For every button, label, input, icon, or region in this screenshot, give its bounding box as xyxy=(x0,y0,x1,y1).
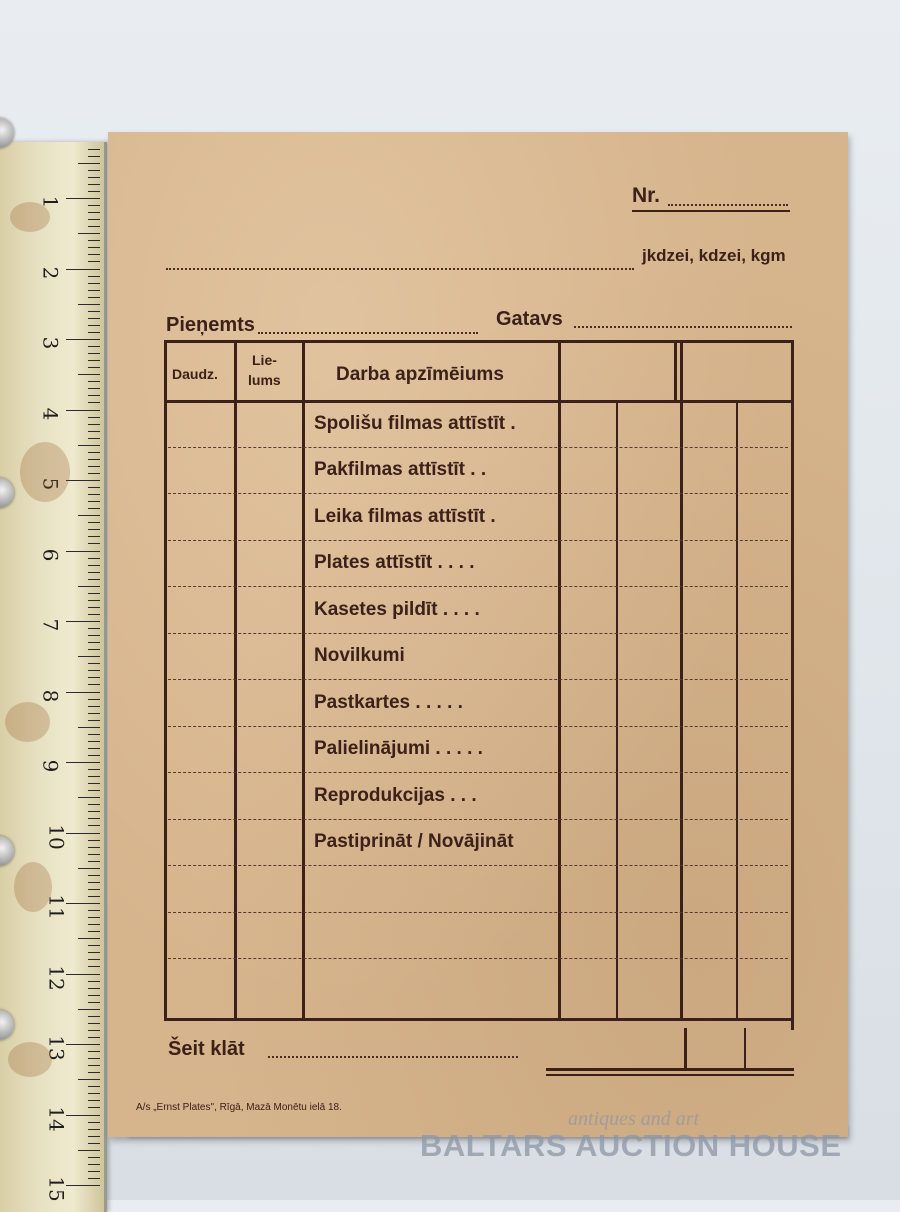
ruler-tick xyxy=(78,586,100,587)
ruler-tick xyxy=(78,656,100,657)
ruler-tick xyxy=(66,833,100,834)
ruler-tick xyxy=(88,600,100,601)
ruler-tick xyxy=(66,480,100,481)
ruler-tick xyxy=(88,261,100,262)
ruler-tick xyxy=(88,1072,100,1073)
ruler-tick xyxy=(88,635,100,636)
ruler-tick xyxy=(88,487,100,488)
ruler-tick xyxy=(88,825,100,826)
binder-ring xyxy=(0,118,14,148)
ruler-tick xyxy=(88,861,100,862)
ruler-tick xyxy=(88,325,100,326)
bottom-double-line-2 xyxy=(546,1074,794,1076)
ruler-tick xyxy=(88,276,100,277)
received-label: Pieņemts xyxy=(166,314,255,336)
ruler-tick xyxy=(88,1171,100,1172)
ruler-tick xyxy=(88,212,100,213)
ruler-tick xyxy=(88,959,100,960)
rust-stain xyxy=(5,702,50,742)
ruler-tick xyxy=(88,1086,100,1087)
ruler-tick xyxy=(78,374,100,375)
ruler-tick xyxy=(88,642,100,643)
ruler-tick xyxy=(88,205,100,206)
work-item: Palielinājumi . . . . . xyxy=(314,738,483,759)
work-item: Plates attīstīt . . . . xyxy=(314,552,475,573)
row-divider xyxy=(168,540,788,541)
ruler-tick xyxy=(88,649,100,650)
ruler-tick xyxy=(78,515,100,516)
ruler-tick xyxy=(66,762,100,763)
nr-line xyxy=(668,204,788,206)
units-line xyxy=(166,268,634,270)
ruler-tick xyxy=(66,1115,100,1116)
bottom-double-line-1 xyxy=(546,1068,794,1071)
ruler-tick xyxy=(88,579,100,580)
ruler-tick xyxy=(88,1178,100,1179)
ruler-tick xyxy=(66,551,100,552)
ruler-tick xyxy=(88,790,100,791)
binder-ring xyxy=(0,836,14,866)
row-divider xyxy=(168,633,788,634)
ruler-number: 15 xyxy=(44,1176,69,1202)
ruler-tick xyxy=(88,149,100,150)
ruler-tick xyxy=(88,783,100,784)
ruler-tick xyxy=(88,1107,100,1108)
row-divider xyxy=(168,493,788,494)
ruler-tick xyxy=(88,677,100,678)
ruler-tick xyxy=(88,1030,100,1031)
ruler-tick xyxy=(88,473,100,474)
ruler-tick xyxy=(88,565,100,566)
ruler-tick xyxy=(78,727,100,728)
ruler-tick xyxy=(88,684,100,685)
row-divider xyxy=(168,819,788,820)
ruler-tick xyxy=(88,614,100,615)
rust-stain xyxy=(20,442,70,502)
ruler-tick xyxy=(88,360,100,361)
ruler-tick xyxy=(88,219,100,220)
ruler-tick xyxy=(88,431,100,432)
ruler-tick xyxy=(66,692,100,693)
ruler-tick xyxy=(78,868,100,869)
ruler-tick xyxy=(88,952,100,953)
ruler-tick xyxy=(88,1157,100,1158)
row-divider xyxy=(168,912,788,913)
header-qty: Daudz. xyxy=(172,366,218,382)
ruler-tick xyxy=(88,1002,100,1003)
ruler-tick xyxy=(78,233,100,234)
ruler-tick xyxy=(88,572,100,573)
ruler-tick xyxy=(88,670,100,671)
ruler-tick xyxy=(88,713,100,714)
ruler-tick xyxy=(88,847,100,848)
binder-ring xyxy=(0,478,14,508)
ruler-tick xyxy=(88,459,100,460)
row-divider xyxy=(168,958,788,959)
binder-ring xyxy=(0,1010,14,1040)
ruler-tick xyxy=(78,1009,100,1010)
ruler-tick xyxy=(88,734,100,735)
ruler-tick xyxy=(88,311,100,312)
ruler-tick xyxy=(66,1185,100,1186)
ruler-tick xyxy=(88,769,100,770)
ruler-number: 13 xyxy=(44,1035,69,1061)
ruler-tick xyxy=(88,332,100,333)
ruler-tick xyxy=(88,776,100,777)
ruler-tick xyxy=(66,1044,100,1045)
ruler-tick xyxy=(88,297,100,298)
ruler-tick xyxy=(88,522,100,523)
work-item: Spolišu filmas attīstīt . xyxy=(314,412,516,434)
ruler-tick xyxy=(88,1037,100,1038)
ruler-tick xyxy=(88,240,100,241)
ruler-tick xyxy=(88,184,100,185)
work-item: Novilkumi xyxy=(314,645,405,666)
ruler-tick xyxy=(88,910,100,911)
ruler-tick xyxy=(78,445,100,446)
ruler-tick xyxy=(88,804,100,805)
ruler-tick xyxy=(88,1143,100,1144)
ruler-tick xyxy=(78,1150,100,1151)
ruler-tick xyxy=(66,903,100,904)
ruler-tick xyxy=(88,247,100,248)
ruler-tick xyxy=(78,938,100,939)
units-label: jkdzei, kdzei, kgm xyxy=(642,246,786,265)
ruler-number: 12 xyxy=(44,964,69,991)
ruler-tick xyxy=(88,1058,100,1059)
header-size-1: Lie- xyxy=(252,352,277,368)
ruler-tick xyxy=(88,748,100,749)
row-divider xyxy=(168,679,788,680)
ruler-tick xyxy=(88,663,100,664)
bottom-box-mid xyxy=(744,1028,746,1068)
ruler-tick xyxy=(66,974,100,975)
ruler-tick xyxy=(88,988,100,989)
ruler-tick xyxy=(78,797,100,798)
ruler-tick xyxy=(88,875,100,876)
ruler-tick xyxy=(66,198,100,199)
ruler-tick xyxy=(66,269,100,270)
row-divider xyxy=(168,447,788,448)
ruler-tick xyxy=(88,1051,100,1052)
ruler-tick xyxy=(88,966,100,967)
row-divider xyxy=(168,865,788,866)
ruler-tick xyxy=(88,254,100,255)
ruler-tick xyxy=(88,367,100,368)
ruler-tick xyxy=(88,924,100,925)
ruler-tick xyxy=(88,1122,100,1123)
work-item: Pastkartes . . . . . xyxy=(314,691,463,713)
ruler-tick xyxy=(88,706,100,707)
ruler-tick xyxy=(88,1065,100,1066)
ruler-number: 7 xyxy=(38,618,63,632)
ruler-tick xyxy=(88,896,100,897)
photo-order-form xyxy=(108,132,848,1137)
work-item: Pastiprināt / Novājināt xyxy=(314,831,514,852)
ruler-tick xyxy=(88,628,100,629)
ruler-tick xyxy=(78,304,100,305)
ruler-tick xyxy=(88,466,100,467)
ruler-tick xyxy=(88,346,100,347)
watermark-subtitle: antiques and art xyxy=(568,1108,700,1130)
ruler-tick xyxy=(88,543,100,544)
rust-stain xyxy=(8,1042,52,1077)
ruler-tick xyxy=(88,529,100,530)
ruler-tick xyxy=(88,494,100,495)
ruler-tick xyxy=(78,1079,100,1080)
ruler-tick xyxy=(88,720,100,721)
nr-label: Nr. xyxy=(632,184,661,207)
ruler-tick xyxy=(88,170,100,171)
ruler-tick xyxy=(88,840,100,841)
ruler-number: 11 xyxy=(44,894,69,920)
rust-stain xyxy=(14,862,52,912)
ruler-tick xyxy=(88,226,100,227)
ruler-tick xyxy=(88,854,100,855)
ready-label: Gatavs xyxy=(496,308,563,330)
attached-label: Šeit klāt xyxy=(168,1038,245,1060)
ruler-tick xyxy=(88,508,100,509)
rust-stain xyxy=(10,202,50,232)
work-item: Pakfilmas attīstīt . . xyxy=(314,459,487,480)
ruler-tick xyxy=(88,283,100,284)
nr-underline xyxy=(632,210,790,212)
ruler-tick xyxy=(88,438,100,439)
ruler-tick xyxy=(88,811,100,812)
ruler-tick xyxy=(88,318,100,319)
ruler-tick xyxy=(88,536,100,537)
ruler-tick xyxy=(88,177,100,178)
ruler-number: 10 xyxy=(44,823,69,850)
ruler-number: 3 xyxy=(38,336,63,350)
ruler-tick xyxy=(88,452,100,453)
ruler-number: 6 xyxy=(38,548,63,561)
ruler-tick xyxy=(88,501,100,502)
ruler-tick xyxy=(88,402,100,403)
ruler-tick xyxy=(88,1100,100,1101)
ruler xyxy=(0,142,107,1212)
header-size-2: lums xyxy=(248,372,281,388)
ruler-number: 14 xyxy=(44,1105,69,1132)
ruler-tick xyxy=(88,353,100,354)
row-divider xyxy=(168,772,788,773)
ruler-tick xyxy=(88,290,100,291)
ready-line xyxy=(574,326,792,328)
ruler-number: 5 xyxy=(38,477,63,491)
ruler-tick xyxy=(88,755,100,756)
ruler-tick xyxy=(88,395,100,396)
ruler-tick xyxy=(88,593,100,594)
work-item: Leika filmas attīstīt . xyxy=(314,505,496,527)
work-table xyxy=(164,340,794,1026)
ruler-tick xyxy=(88,381,100,382)
ruler-tick xyxy=(88,1016,100,1017)
ruler-tick xyxy=(66,621,100,622)
ruler-tick xyxy=(88,917,100,918)
ruler-number: 8 xyxy=(38,689,63,702)
work-item: Kasetes pildīt . . . . xyxy=(314,598,480,620)
watermark-logo: BALTARS AUCTION HOUSE xyxy=(420,1128,842,1163)
ruler-tick xyxy=(88,1023,100,1024)
ruler-tick xyxy=(88,1093,100,1094)
work-item: Reprodukcijas . . . xyxy=(314,784,477,806)
ruler-tick xyxy=(88,191,100,192)
received-line xyxy=(258,332,478,334)
attached-line xyxy=(268,1056,518,1058)
ruler-tick xyxy=(88,607,100,608)
ruler-tick xyxy=(88,1136,100,1137)
ruler-tick xyxy=(88,699,100,700)
row-divider xyxy=(168,726,788,727)
ruler-tick xyxy=(88,741,100,742)
ruler-number: 4 xyxy=(38,407,63,420)
ruler-tick xyxy=(78,163,100,164)
ruler-tick xyxy=(88,558,100,559)
ruler-tick xyxy=(88,995,100,996)
ruler-tick xyxy=(66,339,100,340)
bottom-box-left xyxy=(684,1028,687,1068)
ruler-tick xyxy=(88,156,100,157)
printer-imprint: A/s „Ernst Plates", Rīgā, Mazā Monētu ielā 18. xyxy=(136,1102,342,1113)
ruler-tick xyxy=(88,1129,100,1130)
ruler-tick xyxy=(88,417,100,418)
header-work: Darba apzīmēiums xyxy=(336,364,504,385)
ruler-tick xyxy=(88,889,100,890)
ruler-tick xyxy=(88,882,100,883)
ruler-tick xyxy=(88,945,100,946)
ruler-tick xyxy=(88,931,100,932)
row-divider xyxy=(168,586,788,587)
ruler-tick xyxy=(88,981,100,982)
ruler-number: 9 xyxy=(38,759,63,773)
ruler-tick xyxy=(88,388,100,389)
ruler-tick xyxy=(88,424,100,425)
ruler-tick xyxy=(66,410,100,411)
ruler-tick xyxy=(88,818,100,819)
ruler-number: 1 xyxy=(38,195,63,209)
ruler-tick xyxy=(88,1164,100,1165)
ruler-number: 2 xyxy=(38,266,63,279)
